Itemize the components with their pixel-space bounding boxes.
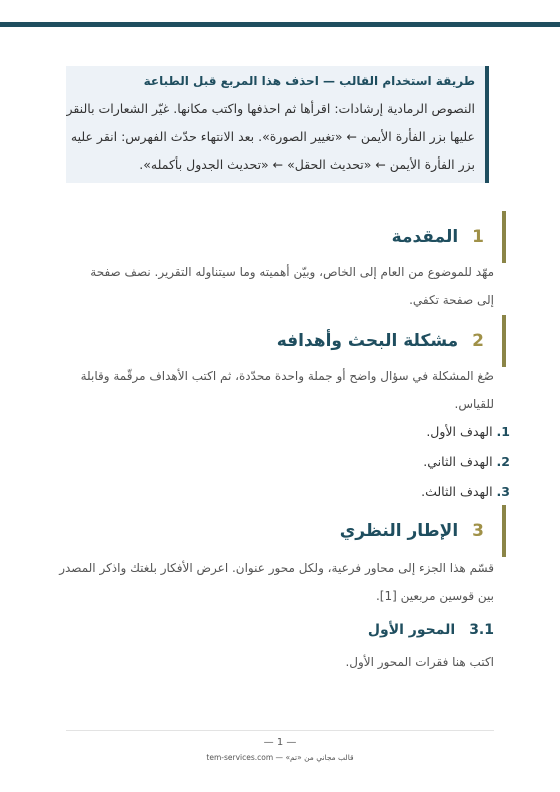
list-item-text: الهدف الثالث. [421,484,493,499]
paragraph-line: إلى صفحة تكفي. [409,293,494,307]
subsection-heading [368,616,494,644]
objectives-list [210,417,510,507]
list-item-text: الهدف الأول. [426,424,493,439]
notice-line: بزر الفأرة الأيمن ← «تحديث الحقل» ← «تحديث الجدول بأكمله». [139,157,475,172]
section-heading-research-problem [66,315,506,367]
section-number: 2 [472,331,484,351]
subsection-paragraph [66,648,494,676]
section-heading-introduction [66,211,506,263]
list-item-number: 2. [496,454,510,469]
footer-credit: قالب مجاني من «تم» — tem-services.com [206,753,354,762]
list-item-text: الهدف الثاني. [423,454,493,469]
notice-title: طريقة استخدام القالب — احذف هذا المربع قبل الطباعة [143,74,475,88]
notice-line: النصوص الرمادية إرشادات: اقرأها ثم احذفها واكتب مكانها. غيّر الشعارات بالنقر [66,101,475,116]
section-heading-theoretical-framework [66,505,506,557]
section-paragraph [66,362,494,418]
paragraph-line: بين قوسين مربعين [1]. [375,589,494,603]
notice-line: عليها بزر الفأرة الأيمن ← «تغيير الصورة». بعد الانتهاء حدّث الفهرس: انقر عليه [70,129,475,144]
paragraph-line: قسّم هذا الجزء إلى محاور فرعية، ولكل محور عنوان. اعرض الأفكار بلغتك واذكر المصدر [59,561,494,575]
list-item [210,447,510,477]
paragraph-line: مهّد للموضوع من العام إلى الخاص، وبيّن أهميته وما سيتناوله التقرير. نصف صفحة [90,265,494,279]
section-paragraph [59,554,494,610]
paragraph-line: للقياس. [454,397,494,411]
section-title: الإطار النظري [339,521,459,541]
footer-divider [66,730,494,731]
list-item-number: 1. [496,424,510,439]
section-paragraph [66,258,494,314]
subsection-title: المحور الأول [367,622,456,638]
list-item-number: 3. [496,484,510,499]
section-number: 3 [472,521,484,541]
paragraph-line: اكتب هنا فقرات المحور الأول. [345,655,494,669]
subsection-number: 3.1 [469,622,494,638]
section-title: المقدمة [391,227,459,247]
list-item [210,417,510,447]
template-usage-notice [66,66,489,183]
page-number: — 1 — [263,737,297,748]
section-number: 1 [472,227,484,247]
list-item [210,477,510,507]
notice-body [66,95,475,179]
top-accent-bar [0,22,560,27]
section-title: مشكلة البحث وأهدافه [276,331,459,351]
paragraph-line: صُغ المشكلة في سؤال واضح أو جملة واحدة محدّدة، ثم اكتب الأهداف مرقّمة وقابلة [80,369,494,383]
